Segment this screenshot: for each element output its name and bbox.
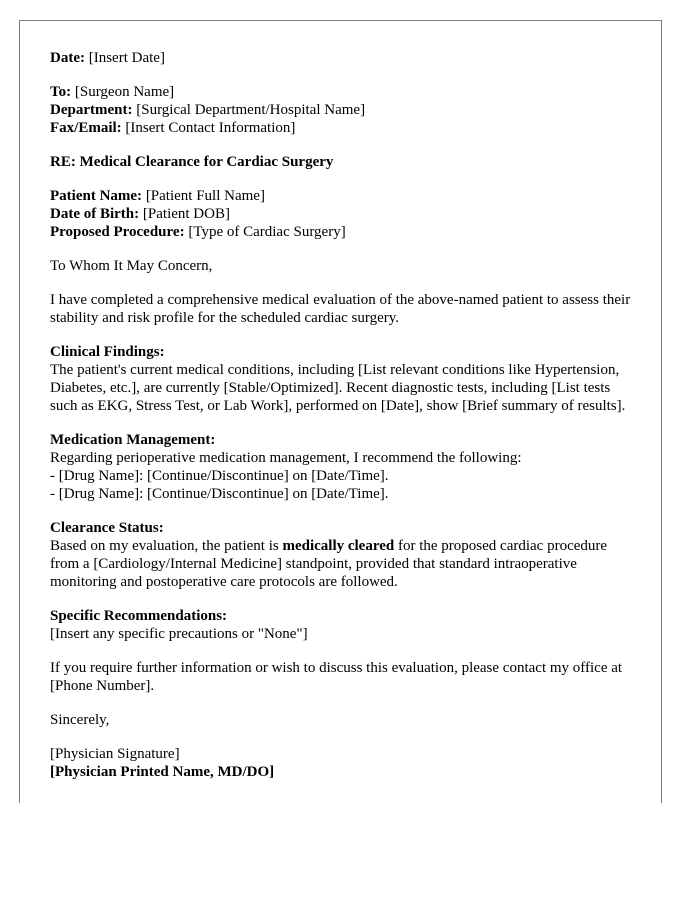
contact-value: [Insert Contact Information] <box>125 120 296 136</box>
clinical-section <box>50 343 635 415</box>
closing-paragraph: If you require further information or wish to discuss this evaluation, please contact my office at [Phone Number]. <box>50 660 623 694</box>
dob-line <box>50 205 635 223</box>
patient-name-label: Patient Name: <box>50 188 143 204</box>
clearance-pre: Based on my evaluation, the patient is <box>50 538 283 554</box>
clearance-post: for the proposed cardiac procedure from a [Cardiology/Internal Medicine] standpoint, provided that standard intraoperative monitoring and postoperative care protocols are followed. <box>50 538 608 590</box>
clearance-section <box>50 519 635 591</box>
recommendations-section <box>50 607 635 643</box>
recommendations-heading: Specific Recommendations: <box>50 608 228 624</box>
procedure-line <box>50 223 635 241</box>
salutation: To Whom It May Concern, <box>50 258 213 274</box>
recommendations-text: [Insert any specific precautions or "None"] <box>50 626 308 642</box>
signature-block <box>50 745 635 781</box>
department-line <box>50 101 635 119</box>
printed-name: [Physician Printed Name, MD/DO] <box>50 764 275 780</box>
clearance-text <box>50 537 635 591</box>
re-line: RE: Medical Clearance for Cardiac Surgery <box>50 154 334 170</box>
clearance-status-emphasis: medically cleared <box>282 538 395 554</box>
to-label: To: <box>50 84 72 100</box>
department-value: [Surgical Department/Hospital Name] <box>136 102 366 118</box>
recipient-block <box>50 83 635 137</box>
to-value: [Surgeon Name] <box>74 84 175 100</box>
medication-intro: Regarding perioperative medication management, I recommend the following: <box>50 450 522 466</box>
medication-item: - [Drug Name]: [Continue/Discontinue] on [Date/Time]. <box>50 486 389 502</box>
procedure-value: [Type of Cardiac Surgery] <box>188 224 346 240</box>
procedure-label: Proposed Procedure: <box>50 224 185 240</box>
signoff: Sincerely, <box>50 712 110 728</box>
clinical-heading: Clinical Findings: <box>50 344 165 360</box>
intro-paragraph: I have completed a comprehensive medical evaluation of the above-named patient to assess their stability and risk profile for the scheduled cardiac surgery. <box>50 292 631 326</box>
date-line <box>50 49 635 67</box>
signature-placeholder: [Physician Signature] <box>50 746 180 762</box>
date-value: [Insert Date] <box>88 50 165 66</box>
date-label: Date: <box>50 50 85 66</box>
contact-line <box>50 119 635 137</box>
department-label: Department: <box>50 102 133 118</box>
patient-name-value: [Patient Full Name] <box>145 188 265 204</box>
contact-label: Fax/Email: <box>50 120 122 136</box>
letter-content <box>50 49 635 781</box>
medication-item: - [Drug Name]: [Continue/Discontinue] on [Date/Time]. <box>50 468 389 484</box>
patient-block <box>50 187 635 241</box>
clearance-heading: Clearance Status: <box>50 520 164 536</box>
letter-page <box>19 20 662 803</box>
dob-label: Date of Birth: <box>50 206 140 222</box>
clinical-text: The patient's current medical conditions, including [List relevant conditions like Hypertension, Diabetes, etc.], are currently [Stable/Optimized]. Recent diagnostic tests, including [List tests such as EKG, Stress Test, or Lab Work], performed on [Date], show [Brief summary of results]. <box>50 362 626 414</box>
medication-heading: Medication Management: <box>50 432 216 448</box>
patient-name-line <box>50 187 635 205</box>
medication-section <box>50 431 635 503</box>
to-line <box>50 83 635 101</box>
dob-value: [Patient DOB] <box>142 206 230 222</box>
